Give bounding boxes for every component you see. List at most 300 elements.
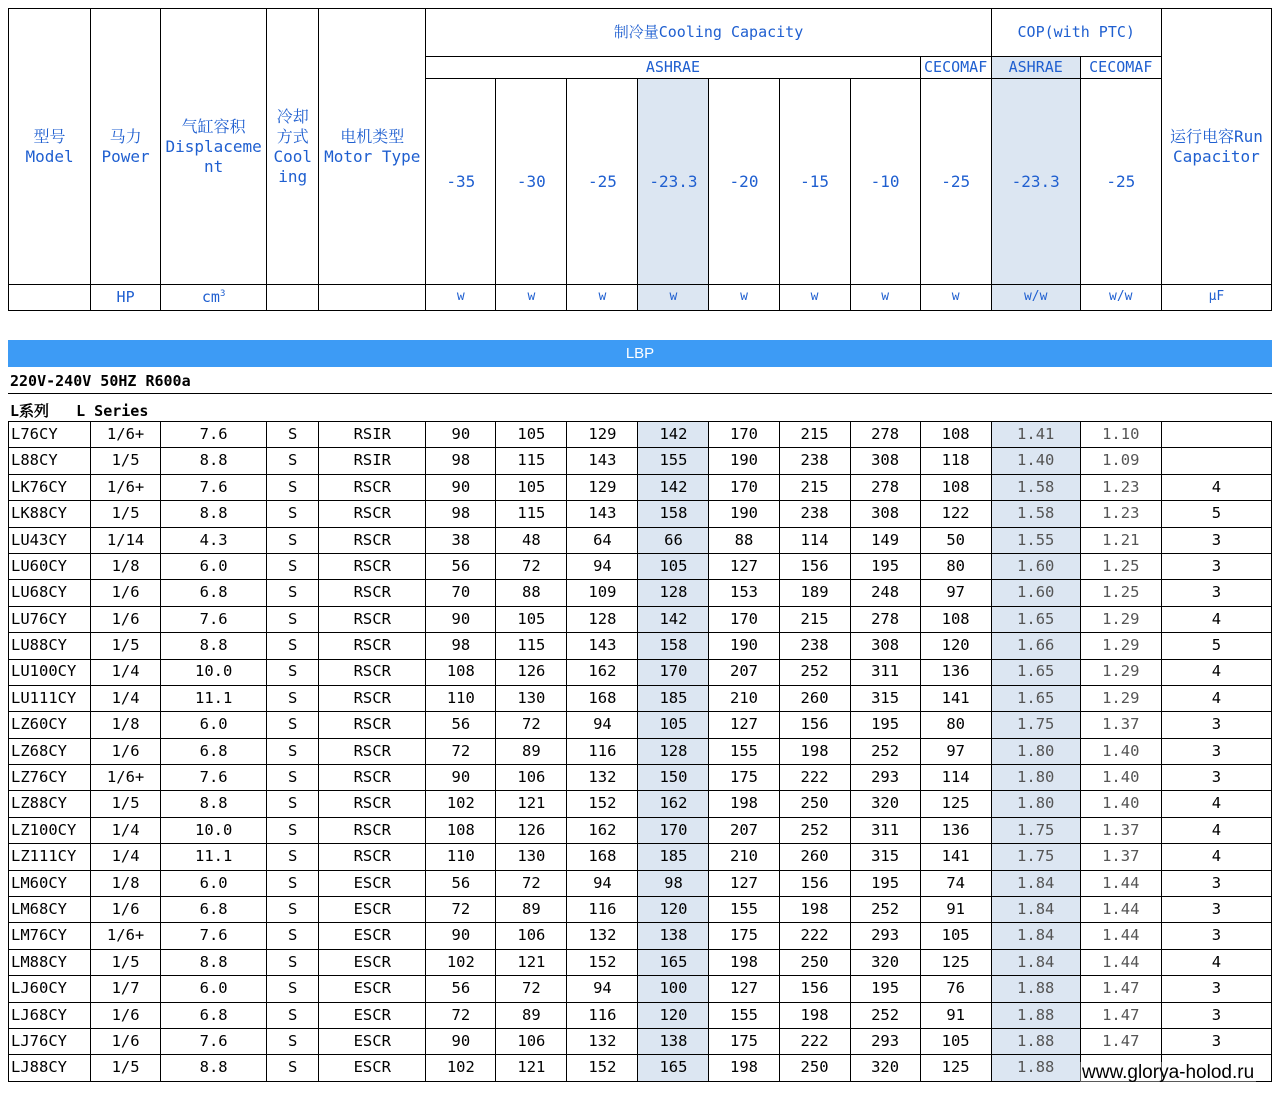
table-cell: S	[267, 501, 319, 527]
unit-cell: $cm^3$	[161, 285, 267, 311]
table-cell: 1/5	[91, 791, 161, 817]
table-cell: 175	[709, 765, 779, 791]
table-cell: 138	[638, 1028, 709, 1054]
table-cell: S	[267, 1055, 319, 1081]
table-cell: 121	[496, 791, 567, 817]
table-cell: S	[267, 1028, 319, 1054]
table-cell: 162	[638, 791, 709, 817]
table-cell: 88	[496, 580, 567, 606]
table-cell: 11.1	[161, 844, 267, 870]
table-cell: ESCR	[319, 923, 426, 949]
table-cell: 1.84	[991, 949, 1080, 975]
table-cell: 1/6+	[91, 923, 161, 949]
table-cell: 1/4	[91, 659, 161, 685]
table-cell: 1.80	[991, 765, 1080, 791]
table-cell: 56	[426, 712, 496, 738]
table-cell: 142	[638, 606, 709, 632]
table-cell: 162	[567, 659, 638, 685]
table-cell: 308	[850, 501, 920, 527]
table-cell: 89	[496, 1002, 567, 1028]
table-cell: 125	[920, 791, 991, 817]
table-cell: 156	[779, 712, 850, 738]
table-cell: 108	[920, 606, 991, 632]
cooling-capacity-header: 制冷量Cooling Capacity	[426, 9, 991, 57]
table-cell: 308	[850, 448, 920, 474]
table-cell: LM60CY	[9, 870, 91, 896]
table-row	[9, 659, 1272, 685]
unit-cell: w	[920, 285, 991, 311]
table-row	[9, 553, 1272, 579]
divider	[8, 393, 1272, 394]
table-cell: 116	[567, 1002, 638, 1028]
table-cell: 6.0	[161, 553, 267, 579]
table-cell: S	[267, 817, 319, 843]
table-cell: 5	[1161, 633, 1271, 659]
table-cell: 7.6	[161, 1028, 267, 1054]
table-cell: 222	[779, 1028, 850, 1054]
table-cell: 90	[426, 606, 496, 632]
table-cell: 1.55	[991, 527, 1080, 553]
table-cell: 190	[709, 633, 779, 659]
header-table	[8, 8, 1272, 311]
table-cell: 106	[496, 1028, 567, 1054]
table-cell: 126	[496, 659, 567, 685]
table-cell: RSCR	[319, 606, 426, 632]
table-cell: 105	[920, 1028, 991, 1054]
table-cell: 3	[1161, 870, 1271, 896]
unit-cell: w	[496, 285, 567, 311]
table-cell: S	[267, 422, 319, 448]
table-cell: 98	[426, 501, 496, 527]
table-cell: 260	[779, 685, 850, 711]
table-cell: 108	[920, 422, 991, 448]
table-cell: 1/6	[91, 738, 161, 764]
table-cell: LZ111CY	[9, 844, 91, 870]
cop-ashrae-temp-header: -23.3	[991, 79, 1080, 285]
watermark: www.glorya-holod.ru	[1082, 1062, 1255, 1083]
table-cell: 1.25	[1080, 553, 1161, 579]
table-cell: 120	[638, 897, 709, 923]
table-cell: 132	[567, 923, 638, 949]
table-row	[9, 870, 1272, 896]
table-cell: 94	[567, 553, 638, 579]
table-cell: RSCR	[319, 501, 426, 527]
table-cell: LK88CY	[9, 501, 91, 527]
table-cell: 222	[779, 923, 850, 949]
table-cell: 1.40	[1080, 765, 1161, 791]
table-cell: 128	[638, 580, 709, 606]
table-row	[9, 422, 1272, 448]
table-cell: 64	[567, 527, 638, 553]
table-cell: 90	[426, 422, 496, 448]
table-cell: S	[267, 791, 319, 817]
table-cell: 116	[567, 738, 638, 764]
table-cell: 215	[779, 422, 850, 448]
table-cell: 1.41	[991, 422, 1080, 448]
table-cell: 136	[920, 817, 991, 843]
table-cell: 80	[920, 712, 991, 738]
table-row	[9, 1028, 1272, 1054]
table-cell: 222	[779, 765, 850, 791]
table-row	[9, 580, 1272, 606]
table-cell: 143	[567, 448, 638, 474]
table-cell: ESCR	[319, 870, 426, 896]
table-cell: 125	[920, 1055, 991, 1081]
unit-cell: w/w	[1080, 285, 1161, 311]
table-cell: 1/14	[91, 527, 161, 553]
table-cell: 6.8	[161, 738, 267, 764]
table-cell: 1/6+	[91, 422, 161, 448]
table-row	[9, 897, 1272, 923]
table-row	[9, 606, 1272, 632]
table-cell: LJ68CY	[9, 1002, 91, 1028]
table-cell: 155	[709, 897, 779, 923]
table-cell: LZ88CY	[9, 791, 91, 817]
table-cell: 72	[496, 553, 567, 579]
table-cell: 97	[920, 580, 991, 606]
table-cell: S	[267, 474, 319, 500]
table-cell: 4	[1161, 685, 1271, 711]
temp-header: -35	[426, 79, 496, 285]
table-cell: 6.0	[161, 712, 267, 738]
table-cell: L76CY	[9, 422, 91, 448]
table-cell: 155	[638, 448, 709, 474]
table-cell: 156	[779, 553, 850, 579]
temp-header: -30	[496, 79, 567, 285]
table-cell: 170	[709, 422, 779, 448]
unit-cell: w/w	[991, 285, 1080, 311]
table-row	[9, 527, 1272, 553]
table-cell: 72	[426, 1002, 496, 1028]
table-cell: RSIR	[319, 448, 426, 474]
table-cell: 170	[709, 606, 779, 632]
table-cell: ESCR	[319, 1002, 426, 1028]
table-cell: 1.40	[1080, 791, 1161, 817]
table-cell: 1.29	[1080, 633, 1161, 659]
table-cell: 260	[779, 844, 850, 870]
table-cell: 250	[779, 1055, 850, 1081]
table-cell: 114	[779, 527, 850, 553]
table-cell: 105	[920, 923, 991, 949]
table-cell: 80	[920, 553, 991, 579]
table-cell: 56	[426, 976, 496, 1002]
unit-cell: w	[709, 285, 779, 311]
table-cell: 1.47	[1080, 1002, 1161, 1028]
table-cell: 320	[850, 791, 920, 817]
table-cell: S	[267, 949, 319, 975]
table-cell: ESCR	[319, 976, 426, 1002]
table-cell: 210	[709, 685, 779, 711]
table-row	[9, 817, 1272, 843]
table-cell: 98	[426, 633, 496, 659]
table-cell: RSCR	[319, 738, 426, 764]
table-row	[9, 712, 1272, 738]
table-cell: 3	[1161, 897, 1271, 923]
table-cell: 6.8	[161, 897, 267, 923]
condition-label: 220V-240V 50HZ R600a	[10, 372, 191, 390]
table-cell: 8.8	[161, 633, 267, 659]
table-cell: 11.1	[161, 685, 267, 711]
table-cell: 175	[709, 1028, 779, 1054]
table-cell: 156	[779, 870, 850, 896]
table-cell	[1161, 422, 1271, 448]
table-cell: 1.44	[1080, 870, 1161, 896]
table-cell: 90	[426, 923, 496, 949]
table-cell: 1.84	[991, 870, 1080, 896]
table-cell: 116	[567, 897, 638, 923]
table-cell: 189	[779, 580, 850, 606]
table-cell: ESCR	[319, 1055, 426, 1081]
table-cell: 130	[496, 844, 567, 870]
table-cell: 90	[426, 765, 496, 791]
table-cell: 1.60	[991, 553, 1080, 579]
table-row	[9, 923, 1272, 949]
table-cell: 1/5	[91, 949, 161, 975]
table-cell: 1/8	[91, 870, 161, 896]
table-cell: S	[267, 685, 319, 711]
table-cell: 122	[920, 501, 991, 527]
temp-header: -10	[850, 79, 920, 285]
table-cell: 195	[850, 712, 920, 738]
table-cell: 4	[1161, 817, 1271, 843]
table-cell: 252	[779, 817, 850, 843]
table-cell: 1.88	[991, 976, 1080, 1002]
table-cell: 114	[920, 765, 991, 791]
table-cell: ESCR	[319, 949, 426, 975]
table-cell: 97	[920, 738, 991, 764]
temp-header: -20	[709, 79, 779, 285]
cop-cecomaf-header: CECOMAF	[1080, 57, 1161, 79]
table-cell: 3	[1161, 1028, 1271, 1054]
table-cell: 110	[426, 685, 496, 711]
table-row	[9, 791, 1272, 817]
table-cell: 215	[779, 474, 850, 500]
table-cell: 121	[496, 1055, 567, 1081]
table-cell: 1/8	[91, 553, 161, 579]
table-cell: 320	[850, 1055, 920, 1081]
table-cell: 110	[426, 844, 496, 870]
table-cell: 1.84	[991, 923, 1080, 949]
table-cell: 129	[567, 422, 638, 448]
table-cell: 127	[709, 870, 779, 896]
table-cell: 1/5	[91, 633, 161, 659]
table-cell: 4	[1161, 791, 1271, 817]
table-row	[9, 738, 1272, 764]
table-cell: S	[267, 527, 319, 553]
table-cell: 102	[426, 1055, 496, 1081]
table-cell: 195	[850, 976, 920, 1002]
table-cell: 130	[496, 685, 567, 711]
table-cell: 56	[426, 553, 496, 579]
table-cell: 142	[638, 422, 709, 448]
table-cell: LU100CY	[9, 659, 91, 685]
table-cell: ESCR	[319, 1028, 426, 1054]
table-cell: 4.3	[161, 527, 267, 553]
table-cell: 143	[567, 501, 638, 527]
table-cell: S	[267, 870, 319, 896]
table-cell: 1.58	[991, 474, 1080, 500]
table-cell: 195	[850, 870, 920, 896]
table-cell: 3	[1161, 527, 1271, 553]
table-cell: 165	[638, 1055, 709, 1081]
table-cell: 4	[1161, 844, 1271, 870]
table-cell: 6.0	[161, 976, 267, 1002]
table-cell: 91	[920, 897, 991, 923]
table-cell: 198	[779, 1002, 850, 1028]
table-cell: 98	[638, 870, 709, 896]
table-cell: 72	[426, 738, 496, 764]
table-cell: 1.37	[1080, 712, 1161, 738]
table-cell: 121	[496, 949, 567, 975]
unit-cell: w	[638, 285, 709, 311]
table-cell: 141	[920, 685, 991, 711]
table-cell: 6.8	[161, 1002, 267, 1028]
table-cell: RSIR	[319, 422, 426, 448]
table-cell: LJ76CY	[9, 1028, 91, 1054]
table-row	[9, 633, 1272, 659]
table-row	[9, 501, 1272, 527]
table-cell: 1.21	[1080, 527, 1161, 553]
table-cell: 198	[779, 738, 850, 764]
table-cell: 7.6	[161, 422, 267, 448]
table-cell: S	[267, 765, 319, 791]
table-cell: 3	[1161, 712, 1271, 738]
table-cell: RSCR	[319, 633, 426, 659]
table-cell: 143	[567, 633, 638, 659]
table-cell: 70	[426, 580, 496, 606]
ashrae-header: ASHRAE	[426, 57, 920, 79]
table-cell: 238	[779, 448, 850, 474]
table-row	[9, 765, 1272, 791]
table-cell: 3	[1161, 976, 1271, 1002]
table-cell: 165	[638, 949, 709, 975]
table-cell: 315	[850, 685, 920, 711]
table-cell: 100	[638, 976, 709, 1002]
table-cell: 190	[709, 448, 779, 474]
table-cell: LU43CY	[9, 527, 91, 553]
table-cell: 1.66	[991, 633, 1080, 659]
table-cell	[1161, 448, 1271, 474]
table-cell: 127	[709, 553, 779, 579]
table-cell: 1.29	[1080, 659, 1161, 685]
cecomaf-header: CECOMAF	[920, 57, 991, 79]
table-cell: 190	[709, 501, 779, 527]
table-cell: 252	[779, 659, 850, 685]
table-cell: 118	[920, 448, 991, 474]
table-cell: S	[267, 923, 319, 949]
table-cell: 106	[496, 923, 567, 949]
table-cell: 89	[496, 738, 567, 764]
table-cell: 150	[638, 765, 709, 791]
table-cell: 293	[850, 1028, 920, 1054]
table-cell: 142	[638, 474, 709, 500]
table-cell: 170	[709, 474, 779, 500]
table-cell: 8.8	[161, 501, 267, 527]
table-row	[9, 474, 1272, 500]
table-cell: 72	[426, 897, 496, 923]
table-cell: 3	[1161, 553, 1271, 579]
table-cell: 278	[850, 606, 920, 632]
table-cell: 102	[426, 791, 496, 817]
table-cell: 4	[1161, 949, 1271, 975]
table-cell: RSCR	[319, 580, 426, 606]
cop-ashrae-header: ASHRAE	[991, 57, 1080, 79]
table-row	[9, 448, 1272, 474]
table-cell: 155	[709, 1002, 779, 1028]
table-cell: 94	[567, 712, 638, 738]
table-cell: 1.44	[1080, 949, 1161, 975]
table-cell: LJ88CY	[9, 1055, 91, 1081]
table-cell: 1.29	[1080, 606, 1161, 632]
table-cell: RSCR	[319, 527, 426, 553]
table-cell: 1/6	[91, 1028, 161, 1054]
table-cell: LZ100CY	[9, 817, 91, 843]
table-cell: 72	[496, 976, 567, 1002]
table-cell: 1.80	[991, 791, 1080, 817]
table-cell: 105	[496, 474, 567, 500]
table-cell: 152	[567, 949, 638, 975]
table-cell: 158	[638, 633, 709, 659]
table-cell: 185	[638, 685, 709, 711]
table-cell: 5	[1161, 501, 1271, 527]
table-cell: 152	[567, 1055, 638, 1081]
table-cell: S	[267, 712, 319, 738]
table-cell: 311	[850, 817, 920, 843]
table-cell: RSCR	[319, 659, 426, 685]
table-cell: 102	[426, 949, 496, 975]
power-header: 马力 Power	[91, 9, 161, 285]
table-cell: S	[267, 738, 319, 764]
table-cell: 126	[496, 817, 567, 843]
table-cell: 90	[426, 474, 496, 500]
table-cell: 127	[709, 712, 779, 738]
table-cell: LU60CY	[9, 553, 91, 579]
table-cell: 3	[1161, 923, 1271, 949]
table-cell: 1.75	[991, 844, 1080, 870]
table-cell: 89	[496, 897, 567, 923]
table-cell: 8.8	[161, 448, 267, 474]
table-cell: 120	[638, 1002, 709, 1028]
table-cell: 1.09	[1080, 448, 1161, 474]
table-row	[9, 949, 1272, 975]
table-cell: 127	[709, 976, 779, 1002]
table-cell: 1.37	[1080, 844, 1161, 870]
table-cell: 1/6	[91, 897, 161, 923]
table-cell: 1/4	[91, 844, 161, 870]
table-cell: 1.25	[1080, 580, 1161, 606]
table-cell: 138	[638, 923, 709, 949]
unit-cell: w	[567, 285, 638, 311]
table-cell: 7.6	[161, 474, 267, 500]
table-cell: 108	[426, 817, 496, 843]
table-cell: 106	[496, 765, 567, 791]
table-cell: 6.8	[161, 580, 267, 606]
table-cell: 8.8	[161, 1055, 267, 1081]
table-cell: LZ76CY	[9, 765, 91, 791]
table-cell: 3	[1161, 765, 1271, 791]
table-cell: 1.84	[991, 897, 1080, 923]
table-cell: 72	[496, 712, 567, 738]
table-cell: 1.37	[1080, 817, 1161, 843]
table-cell: 3	[1161, 1002, 1271, 1028]
table-cell: 1/6	[91, 580, 161, 606]
table-cell: 158	[638, 501, 709, 527]
table-cell: 1.44	[1080, 897, 1161, 923]
table-cell: 94	[567, 976, 638, 1002]
table-cell: 210	[709, 844, 779, 870]
table-cell: S	[267, 659, 319, 685]
table-cell: 1.65	[991, 606, 1080, 632]
